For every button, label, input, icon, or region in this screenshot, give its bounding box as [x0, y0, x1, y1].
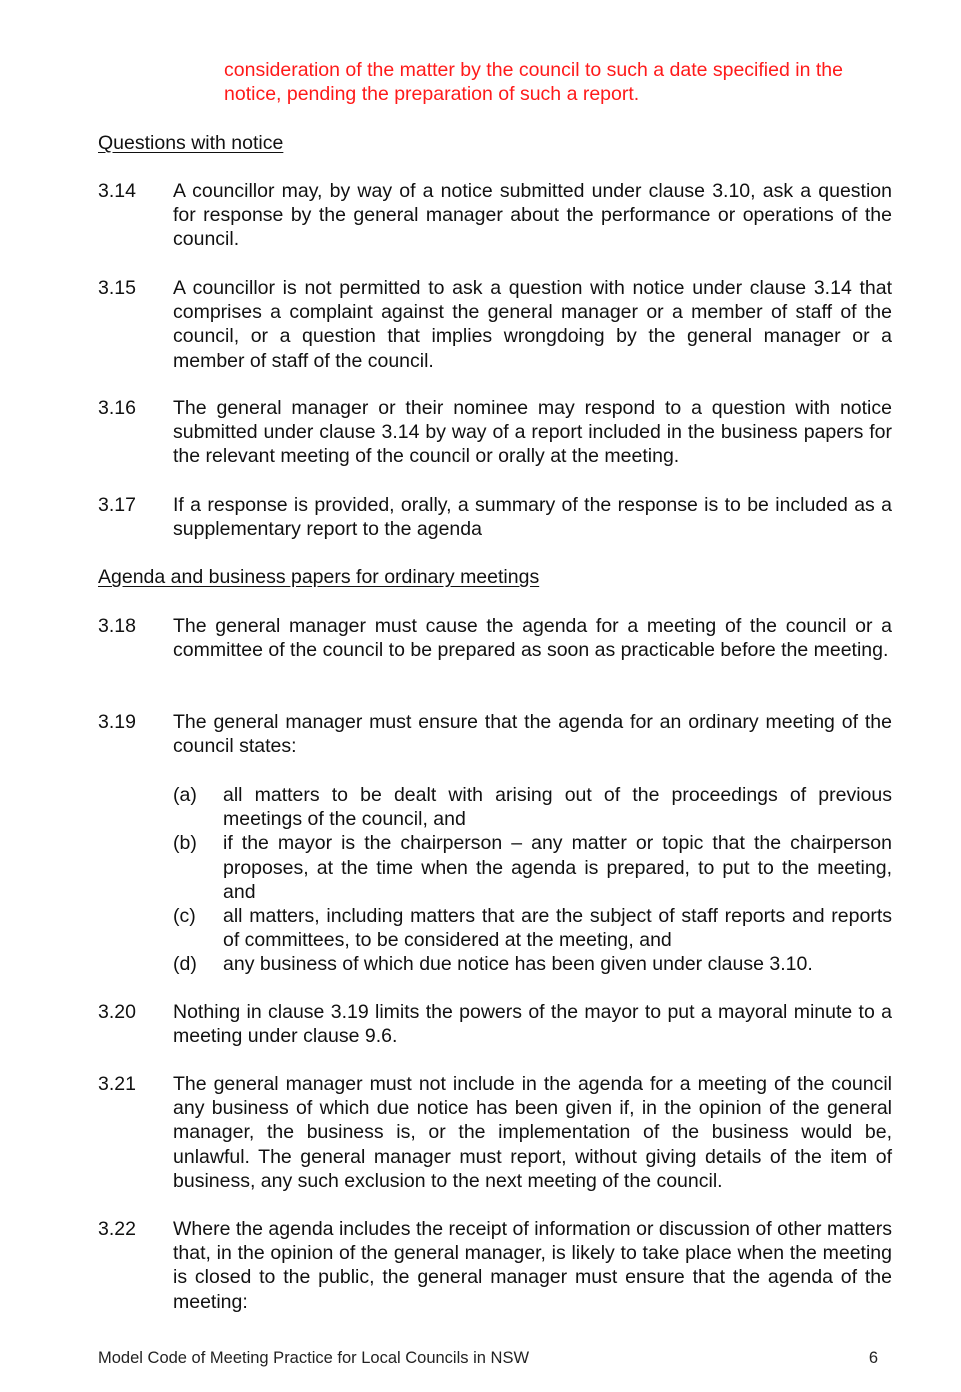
clause-number: 3.21	[98, 1073, 136, 1095]
list-item-label: (c)	[173, 905, 196, 928]
clause-number: 3.16	[98, 397, 136, 419]
clause-3-18	[98, 614, 892, 662]
clause-text: The general manager or their nominee may respond to a question with notice submitted under clause 3.14 by way of a report included in the business papers for the relevant meeting of the council or orally at the meeting.	[173, 397, 892, 468]
clause-number: 3.15	[98, 277, 136, 299]
clause-text: Nothing in clause 3.19 limits the powers of the mayor to put a mayoral minute to a meeting under clause 9.6.	[173, 1001, 892, 1048]
clause-number: 3.19	[98, 711, 136, 733]
clause-text: A councillor is not permitted to ask a question with notice under clause 3.14 that comprises a complaint against the general manager or a member of staff of the council, or a question that implies wrongdoing by the general manager or a member of staff of the council.	[173, 277, 892, 372]
clause-3-20	[98, 1000, 892, 1048]
clause-text: A councillor may, by way of a notice submitted under clause 3.10, ask a question for response by the general manager about the performance or operations of the council.	[173, 180, 892, 251]
page-number: 6	[868, 1349, 878, 1367]
clause-text: Where the agenda includes the receipt of information or discussion of other matters that, in the opinion of the general manager, is likely to take place when the meeting is closed to the public, the general manager must ensure that the agenda of the meeting:	[173, 1218, 892, 1313]
list-item-text: all matters to be dealt with arising out of the proceedings of previous meetings of the council, and	[223, 784, 892, 831]
list-item-b	[173, 831, 892, 904]
list-item-label: (d)	[173, 953, 197, 976]
list-item-d	[173, 952, 892, 976]
clause-number: 3.22	[98, 1218, 136, 1240]
list-item-text: if the mayor is the chairperson – any matter or topic that the chairperson proposes, at the time when the agenda is prepared, to put to the meeting, and	[223, 832, 892, 903]
section-heading-agenda-business-papers: Agenda and business papers for ordinary meetings	[98, 566, 540, 588]
list-item-label: (b)	[173, 832, 197, 855]
clause-number: 3.18	[98, 615, 136, 637]
clause-3-19-list	[173, 783, 892, 977]
list-item-label: (a)	[173, 784, 197, 806]
clause-number: 3.20	[98, 1001, 136, 1023]
clause-text: The general manager must not include in the agenda for a meeting of the council any business of which due notice has been given if, in the opinion of the general manager, the business is, or the implementation of the business would be, unlawful. The general manager must report, without giving details of the item of business, any such exclusion to the next meeting of the council.	[173, 1073, 892, 1192]
list-item-text: all matters, including matters that are the subject of staff reports and reports of committees, to be considered at the meeting, and	[223, 905, 892, 952]
clause-3-16	[98, 396, 892, 469]
section-heading-questions-with-notice: Questions with notice	[98, 132, 284, 154]
footer-title: Model Code of Meeting Practice for Local Councils in NSW	[98, 1349, 530, 1367]
page-footer	[98, 1348, 878, 1368]
clause-text: If a response is provided, orally, a summary of the response is to be included as a supplementary report to the agenda	[173, 494, 892, 541]
clause-3-19	[98, 710, 892, 758]
clause-text: The general manager must ensure that the agenda for an ordinary meeting of the council states:	[173, 711, 892, 758]
continued-clause-text: consideration of the matter by the council to such a date specified in the notice, pending the preparation of such a report.	[224, 59, 843, 106]
list-item-c	[173, 904, 892, 952]
clause-3-14	[98, 179, 892, 252]
clause-number: 3.14	[98, 180, 136, 202]
clause-3-15	[98, 276, 892, 373]
clause-number: 3.17	[98, 494, 136, 516]
clause-3-17	[98, 493, 892, 541]
clause-text: The general manager must cause the agenda for a meeting of the council or a committee of the council to be prepared as soon as practicable before the meeting.	[173, 615, 892, 662]
clause-3-21	[98, 1072, 892, 1193]
list-item-a	[173, 783, 892, 831]
clause-3-22	[98, 1217, 892, 1314]
list-item-text: any business of which due notice has been given under clause 3.10.	[223, 953, 813, 976]
